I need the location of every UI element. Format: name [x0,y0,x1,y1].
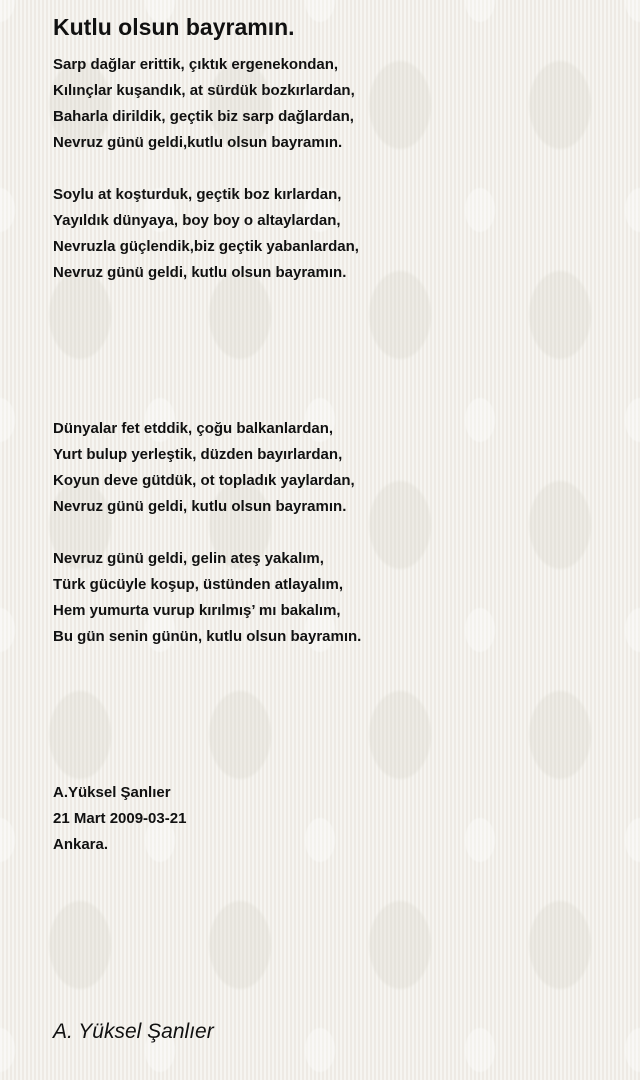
stanza-3 [53,416,613,520]
poem-line: Nevruz günü geldi, gelin ateş yakalım, [53,550,324,567]
poem-title: Kutlu olsun bayramın. [53,14,295,40]
poem-line: Koyun deve gütdük, ot topladık yaylardan, [53,472,355,489]
signoff-place: Ankara. [53,836,109,853]
poem-line: Nevruz günü geldi, kutlu olsun bayramın. [53,264,347,281]
poem-line: Bu gün senin günün, kutlu olsun bayramın. [53,628,362,645]
poem-line: Yurt bulup yerleştik, düzden bayırlardan, [53,446,343,463]
poem-page [53,12,613,858]
poem-line: Nevruz günü geldi, kutlu olsun bayramın. [53,498,347,515]
signoff-author: A.Yüksel Şanlıer [53,784,171,801]
stanza-1 [53,52,613,156]
footer-author-name: A. Yüksel Şanlıer [53,1020,214,1043]
stanza-spacer [53,520,613,546]
poem-line: Türk gücüyle koşup, üstünden atlayalım, [53,576,344,593]
poem-line: Yayıldık dünyaya, boy boy o altaylardan, [53,212,341,229]
poem-line: Sarp dağlar erittik, çıktık ergenekondan, [53,56,339,73]
stanza-spacer-large [53,286,613,416]
poem-line: Nevruzla güçlendik,biz geçtik yabanlardan, [53,238,359,255]
poem-line: Dünyalar fet etddik, çoğu balkanlardan, [53,420,334,437]
signoff-date: 21 Mart 2009-03-21 [53,810,187,827]
stanza-4 [53,546,613,650]
poem-line: Kılınçlar kuşandık, at sürdük bozkırlardan, [53,82,355,99]
poem-line: Baharla dirildik, geçtik biz sarp dağlardan, [53,108,354,125]
stanza-spacer [53,156,613,182]
poem-signoff [53,780,613,858]
poem-line: Soylu at koşturduk, geçtik boz kırlardan, [53,186,342,203]
stanza-2 [53,182,613,286]
poem-line: Nevruz günü geldi,kutlu olsun bayramın. [53,134,343,151]
poem-line: Hem yumurta vurup kırılmış’ mı bakalım, [53,602,341,619]
stanza-spacer-large [53,650,613,780]
